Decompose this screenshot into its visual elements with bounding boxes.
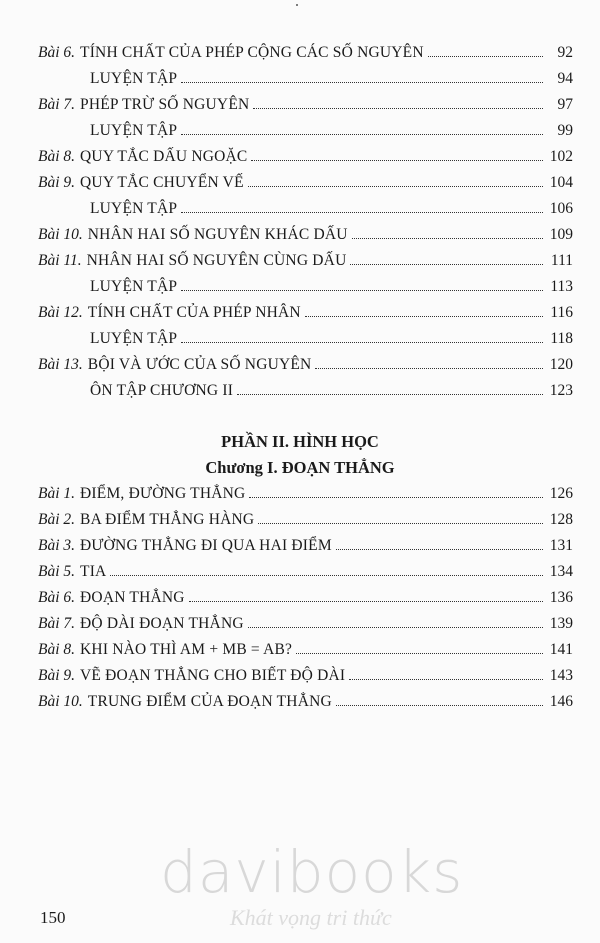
toc-entry bbox=[38, 641, 573, 667]
toc-entry bbox=[38, 693, 573, 719]
lesson-number: Bài 8. bbox=[38, 641, 76, 658]
dot-leader bbox=[253, 108, 543, 109]
page-reference: 136 bbox=[549, 589, 573, 606]
toc-part2-list bbox=[38, 485, 573, 719]
lesson-title: TÍNH CHẤT CỦA PHÉP NHÂN bbox=[87, 304, 301, 321]
page-reference: 92 bbox=[557, 44, 573, 61]
lesson-title: VẼ ĐOẠN THẲNG CHO BIẾT ĐỘ DÀI bbox=[80, 667, 346, 684]
dot-leader bbox=[237, 394, 543, 395]
page-reference: 118 bbox=[550, 330, 573, 347]
lesson-number: Bài 6. bbox=[38, 44, 76, 61]
toc-entry bbox=[38, 252, 573, 278]
page-reference: 94 bbox=[557, 70, 573, 87]
toc-entry bbox=[38, 485, 573, 511]
dot-leader bbox=[249, 497, 543, 498]
page-reference: 126 bbox=[549, 485, 573, 502]
lesson-number: Bài 9. bbox=[38, 667, 76, 684]
toc-entry bbox=[38, 226, 573, 252]
page-reference: 99 bbox=[557, 122, 573, 139]
toc-part1-list bbox=[38, 44, 573, 408]
toc-entry bbox=[38, 511, 573, 537]
watermark-tagline: Khát vọng tri thức bbox=[230, 905, 392, 930]
toc-entry bbox=[38, 330, 573, 356]
lesson-title: LUYỆN TẬP bbox=[90, 278, 178, 295]
dot-leader bbox=[248, 186, 543, 187]
dot-leader bbox=[296, 653, 543, 654]
toc-entry bbox=[38, 537, 573, 563]
toc-entry bbox=[38, 589, 573, 615]
page-reference: 143 bbox=[549, 667, 573, 684]
lesson-title: LUYỆN TẬP bbox=[90, 122, 178, 139]
scan-mark bbox=[296, 4, 298, 6]
dot-leader bbox=[336, 549, 543, 550]
page-reference: 120 bbox=[549, 356, 573, 373]
toc-entry bbox=[38, 44, 573, 70]
dot-leader bbox=[181, 290, 543, 291]
toc-entry bbox=[38, 148, 573, 174]
dot-leader bbox=[181, 134, 543, 135]
dot-leader bbox=[251, 160, 543, 161]
dot-leader bbox=[181, 342, 543, 343]
lesson-title: TIA bbox=[80, 563, 107, 580]
lesson-number: Bài 2. bbox=[38, 511, 76, 528]
lesson-title: LUYỆN TẬP bbox=[90, 200, 178, 217]
dot-leader bbox=[189, 601, 543, 602]
page-reference: 123 bbox=[549, 382, 573, 399]
lesson-title: NHÂN HAI SỐ NGUYÊN CÙNG DẤU bbox=[86, 252, 347, 269]
page-reference: 139 bbox=[549, 615, 573, 632]
page-reference: 128 bbox=[549, 511, 573, 528]
page-reference: 141 bbox=[549, 641, 573, 658]
lesson-title: LUYỆN TẬP bbox=[90, 330, 178, 347]
dot-leader bbox=[350, 264, 543, 265]
lesson-title: LUYỆN TẬP bbox=[90, 70, 178, 87]
dot-leader bbox=[336, 705, 543, 706]
dot-leader bbox=[258, 523, 543, 524]
lesson-number: Bài 7. bbox=[38, 615, 76, 632]
part-heading: PHẦN II. HÌNH HỌC bbox=[221, 432, 379, 451]
dot-leader bbox=[349, 679, 543, 680]
page-reference: 109 bbox=[549, 226, 573, 243]
toc-entry bbox=[38, 278, 573, 304]
lesson-number: Bài 3. bbox=[38, 537, 76, 554]
toc-entry bbox=[38, 96, 573, 122]
chapter-heading: Chương I. ĐOẠN THẲNG bbox=[205, 458, 395, 477]
lesson-title: TRUNG ĐIỂM CỦA ĐOẠN THẲNG bbox=[87, 693, 332, 710]
page-reference: 102 bbox=[549, 148, 573, 165]
toc-entry bbox=[38, 382, 573, 408]
page-reference: 111 bbox=[550, 252, 573, 269]
toc-entry bbox=[38, 563, 573, 589]
page-reference: 97 bbox=[557, 96, 573, 113]
dot-leader bbox=[181, 212, 543, 213]
toc-entry bbox=[38, 122, 573, 148]
lesson-title: QUY TẮC DẤU NGOẶC bbox=[80, 148, 248, 165]
dot-leader bbox=[181, 82, 543, 83]
toc-entry bbox=[38, 667, 573, 693]
page-reference: 113 bbox=[550, 278, 573, 295]
lesson-number: Bài 9. bbox=[38, 174, 76, 191]
page-reference: 116 bbox=[550, 304, 573, 321]
lesson-title: NHÂN HAI SỐ NGUYÊN KHÁC DẤU bbox=[87, 226, 348, 243]
lesson-title: ĐƯỜNG THẲNG ĐI QUA HAI ĐIỂM bbox=[80, 537, 332, 554]
lesson-title: ĐIỂM, ĐƯỜNG THẲNG bbox=[80, 485, 246, 502]
lesson-title: ĐỘ DÀI ĐOẠN THẲNG bbox=[80, 615, 244, 632]
lesson-title: KHI NÀO THÌ AM + MB = AB? bbox=[80, 641, 293, 658]
page-reference: 131 bbox=[549, 537, 573, 554]
lesson-number: Bài 13. bbox=[38, 356, 83, 373]
lesson-number: Bài 11. bbox=[38, 252, 82, 269]
toc-entry bbox=[38, 200, 573, 226]
lesson-title: PHÉP TRỪ SỐ NGUYÊN bbox=[80, 96, 250, 113]
lesson-number: Bài 6. bbox=[38, 589, 76, 606]
toc-entry bbox=[38, 615, 573, 641]
dot-leader bbox=[428, 56, 543, 57]
lesson-number: Bài 10. bbox=[38, 226, 83, 243]
watermark-logo: davibooks bbox=[160, 838, 464, 906]
page-reference: 146 bbox=[549, 693, 573, 710]
lesson-number: Bài 5. bbox=[38, 563, 76, 580]
dot-leader bbox=[248, 627, 543, 628]
page-reference: 134 bbox=[549, 563, 573, 580]
toc-entry bbox=[38, 356, 573, 382]
lesson-title: QUY TẮC CHUYỂN VẾ bbox=[80, 174, 244, 191]
lesson-title: ÔN TẬP CHƯƠNG II bbox=[90, 382, 234, 399]
dot-leader bbox=[110, 575, 543, 576]
dot-leader bbox=[352, 238, 543, 239]
lesson-number: Bài 7. bbox=[38, 96, 76, 113]
page-number: 150 bbox=[40, 908, 66, 927]
lesson-title: BA ĐIỂM THẲNG HÀNG bbox=[80, 511, 255, 528]
page-reference: 104 bbox=[549, 174, 573, 191]
lesson-number: Bài 1. bbox=[38, 485, 76, 502]
lesson-number: Bài 8. bbox=[38, 148, 76, 165]
lesson-number: Bài 12. bbox=[38, 304, 83, 321]
toc-entry bbox=[38, 304, 573, 330]
toc-entry bbox=[38, 70, 573, 96]
lesson-number: Bài 10. bbox=[38, 693, 83, 710]
lesson-title: BỘI VÀ ƯỚC CỦA SỐ NGUYÊN bbox=[87, 356, 312, 373]
lesson-title: ĐOẠN THẲNG bbox=[80, 589, 185, 606]
lesson-title: TÍNH CHẤT CỦA PHÉP CỘNG CÁC SỐ NGUYÊN bbox=[80, 44, 424, 61]
page-reference: 106 bbox=[549, 200, 573, 217]
dot-leader bbox=[315, 368, 543, 369]
toc-entry bbox=[38, 174, 573, 200]
dot-leader bbox=[305, 316, 543, 317]
